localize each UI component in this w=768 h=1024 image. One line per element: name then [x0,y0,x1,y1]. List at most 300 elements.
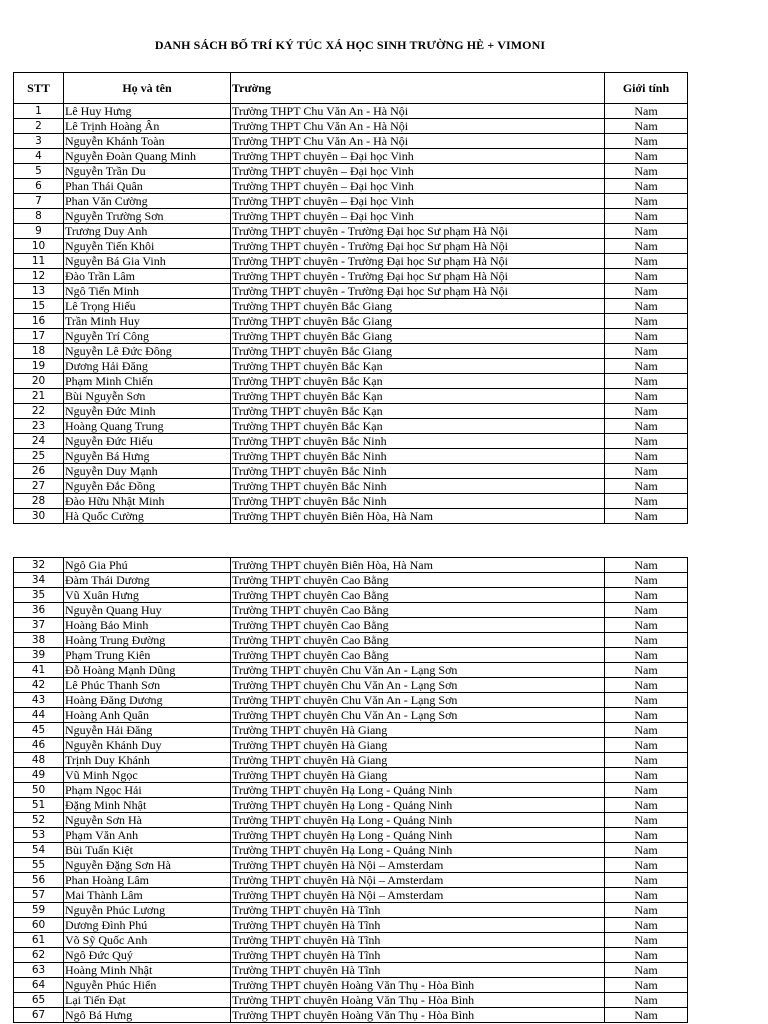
row-gender: Nam [605,858,688,873]
row-name: Mai Thành Lâm [64,888,231,903]
row-stt: 23 [14,419,64,434]
row-stt: 46 [14,738,64,753]
row-stt: 27 [14,479,64,494]
table-row [14,359,688,374]
row-gender: Nam [605,284,688,299]
row-name: Dương Đình Phú [64,918,231,933]
row-name: Lê Huy Hưng [64,104,231,119]
table-row [14,753,688,768]
row-school: Trường THPT chuyên Hà Giang [231,723,605,738]
row-name: Ngô Đức Quý [64,948,231,963]
row-name: Lê Trịnh Hoàng Ân [64,119,231,134]
row-gender: Nam [605,149,688,164]
row-school: Trường THPT chuyên - Trường Đại học Sư phạm Hà Nội [231,284,605,299]
table-row [14,798,688,813]
row-stt: 61 [14,933,64,948]
row-stt: 22 [14,404,64,419]
row-stt: 64 [14,978,64,993]
table-row [14,1008,688,1023]
row-name: Nguyễn Đắc Đồng [64,479,231,494]
table-row [14,119,688,134]
header-stt: STT [14,73,64,104]
row-gender: Nam [605,314,688,329]
row-stt: 26 [14,464,64,479]
row-name: Đào Hữu Nhật Minh [64,494,231,509]
row-name: Lê Trọng Hiếu [64,299,231,314]
row-school: Trường THPT chuyên Hạ Long - Quảng Ninh [231,798,605,813]
row-name: Trương Duy Anh [64,224,231,239]
table-row [14,314,688,329]
table-row [14,783,688,798]
row-gender: Nam [605,179,688,194]
row-stt: 1 [14,104,64,119]
row-stt: 28 [14,494,64,509]
table-row [14,918,688,933]
row-stt: 50 [14,783,64,798]
row-stt: 54 [14,843,64,858]
row-gender: Nam [605,509,688,524]
row-stt: 8 [14,209,64,224]
row-gender: Nam [605,464,688,479]
table-row [14,374,688,389]
row-stt: 44 [14,708,64,723]
student-table-1 [13,72,688,524]
row-gender: Nam [605,738,688,753]
row-stt: 18 [14,344,64,359]
table-header-row [14,73,688,104]
row-gender: Nam [605,843,688,858]
row-stt: 39 [14,648,64,663]
row-stt: 55 [14,858,64,873]
row-name: Nguyễn Sơn Hà [64,813,231,828]
row-school: Trường THPT chuyên Chu Văn An - Lạng Sơn [231,678,605,693]
table-row [14,828,688,843]
row-school: Trường THPT chuyên Cao Bằng [231,588,605,603]
row-stt: 19 [14,359,64,374]
header-gender: Giới tính [605,73,688,104]
row-school: Trường THPT chuyên Biên Hòa, Hà Nam [231,558,605,573]
table-row [14,134,688,149]
row-name: Nguyễn Đặng Sơn Hà [64,858,231,873]
row-stt: 51 [14,798,64,813]
row-school: Trường THPT chuyên – Đại học Vinh [231,194,605,209]
row-stt: 52 [14,813,64,828]
row-stt: 56 [14,873,64,888]
row-school: Trường THPT chuyên Bắc Kạn [231,419,605,434]
row-name: Võ Sỹ Quốc Anh [64,933,231,948]
row-school: Trường THPT chuyên Chu Văn An - Lạng Sơn [231,708,605,723]
row-school: Trường THPT chuyên Hạ Long - Quảng Ninh [231,843,605,858]
table-row [14,239,688,254]
table-row [14,603,688,618]
table-row [14,738,688,753]
row-school: Trường THPT chuyên – Đại học Vinh [231,179,605,194]
row-gender: Nam [605,434,688,449]
row-school: Trường THPT Chu Văn An - Hà Nội [231,119,605,134]
row-school: Trường THPT chuyên Hà Tĩnh [231,948,605,963]
row-gender: Nam [605,678,688,693]
row-stt: 5 [14,164,64,179]
table-row [14,723,688,738]
row-school: Trường THPT chuyên Bắc Kạn [231,359,605,374]
row-name: Vũ Xuân Hưng [64,588,231,603]
row-school: Trường THPT chuyên Hà Giang [231,738,605,753]
table-row [14,179,688,194]
row-name: Trịnh Duy Khánh [64,753,231,768]
row-name: Nguyễn Phúc Lương [64,903,231,918]
row-gender: Nam [605,963,688,978]
row-gender: Nam [605,918,688,933]
table-row [14,558,688,573]
row-gender: Nam [605,573,688,588]
row-stt: 17 [14,329,64,344]
row-name: Nguyễn Khánh Toàn [64,134,231,149]
row-gender: Nam [605,389,688,404]
row-gender: Nam [605,993,688,1008]
table-row [14,993,688,1008]
row-name: Hoàng Đăng Dương [64,693,231,708]
row-school: Trường THPT chuyên Bắc Ninh [231,464,605,479]
row-name: Nguyễn Đức Minh [64,404,231,419]
table-row [14,588,688,603]
row-stt: 67 [14,1008,64,1023]
row-stt: 60 [14,918,64,933]
table-row [14,888,688,903]
row-gender: Nam [605,449,688,464]
row-name: Nguyễn Phúc Hiển [64,978,231,993]
table-row [14,464,688,479]
row-school: Trường THPT chuyên Hà Tĩnh [231,933,605,948]
row-stt: 21 [14,389,64,404]
table-row [14,648,688,663]
row-school: Trường THPT chuyên Hà Nội – Amsterdam [231,888,605,903]
row-gender: Nam [605,164,688,179]
table-row [14,768,688,783]
row-gender: Nam [605,783,688,798]
table-row [14,104,688,119]
table-row [14,449,688,464]
table-row [14,708,688,723]
row-stt: 65 [14,993,64,1008]
row-gender: Nam [605,723,688,738]
row-stt: 37 [14,618,64,633]
row-gender: Nam [605,828,688,843]
row-name: Bùi Tuấn Kiệt [64,843,231,858]
row-school: Trường THPT chuyên Hoàng Văn Thụ - Hòa Bình [231,1008,605,1023]
row-name: Đỗ Hoàng Mạnh Dũng [64,663,231,678]
row-gender: Nam [605,933,688,948]
row-gender: Nam [605,978,688,993]
row-school: Trường THPT chuyên Biên Hòa, Hà Nam [231,509,605,524]
table-row [14,933,688,948]
row-school: Trường THPT chuyên Hà Tĩnh [231,963,605,978]
row-gender: Nam [605,1008,688,1023]
row-name: Trần Minh Huy [64,314,231,329]
row-stt: 42 [14,678,64,693]
row-name: Phan Thái Quân [64,179,231,194]
row-gender: Nam [605,633,688,648]
row-school: Trường THPT chuyên Bắc Ninh [231,494,605,509]
row-name: Lại Tiến Đạt [64,993,231,1008]
table-row [14,209,688,224]
row-name: Nguyễn Tiến Khôi [64,239,231,254]
row-name: Phạm Minh Chiến [64,374,231,389]
row-school: Trường THPT chuyên Cao Bằng [231,648,605,663]
row-stt: 11 [14,254,64,269]
table-row [14,224,688,239]
table-body-1 [14,104,688,524]
row-school: Trường THPT chuyên Hà Tĩnh [231,903,605,918]
row-gender: Nam [605,768,688,783]
row-gender: Nam [605,708,688,723]
row-gender: Nam [605,813,688,828]
row-stt: 43 [14,693,64,708]
table-row [14,269,688,284]
table-row [14,494,688,509]
row-stt: 3 [14,134,64,149]
row-name: Hoàng Bảo Minh [64,618,231,633]
table-row [14,858,688,873]
row-school: Trường THPT chuyên Hạ Long - Quảng Ninh [231,828,605,843]
row-school: Trường THPT chuyên Hà Nội – Amsterdam [231,858,605,873]
row-gender: Nam [605,359,688,374]
row-name: Phạm Văn Anh [64,828,231,843]
row-name: Nguyễn Đức Hiếu [64,434,231,449]
row-name: Lê Phúc Thanh Sơn [64,678,231,693]
row-name: Vũ Minh Ngọc [64,768,231,783]
row-name: Nguyễn Trường Sơn [64,209,231,224]
row-school: Trường THPT chuyên Chu Văn An - Lạng Sơn [231,693,605,708]
row-stt: 10 [14,239,64,254]
table-row [14,194,688,209]
table-row [14,509,688,524]
row-stt: 24 [14,434,64,449]
row-school: Trường THPT Chu Văn An - Hà Nội [231,104,605,119]
row-name: Nguyễn Hải Đăng [64,723,231,738]
row-stt: 45 [14,723,64,738]
row-gender: Nam [605,209,688,224]
row-gender: Nam [605,648,688,663]
row-name: Nguyễn Bá Gia Vinh [64,254,231,269]
row-school: Trường THPT chuyên - Trường Đại học Sư phạm Hà Nội [231,224,605,239]
page-title: DANH SÁCH BỐ TRÍ KÝ TÚC XÁ HỌC SINH TRƯỜNG HÈ + VIMONI [154,38,546,52]
row-name: Nguyễn Quang Huy [64,603,231,618]
row-stt: 63 [14,963,64,978]
row-school: Trường THPT chuyên Hà Nội – Amsterdam [231,873,605,888]
table-row [14,344,688,359]
row-stt: 13 [14,284,64,299]
row-school: Trường THPT chuyên Hoàng Văn Thụ - Hòa Bình [231,978,605,993]
row-stt: 30 [14,509,64,524]
row-name: Phan Văn Cường [64,194,231,209]
row-gender: Nam [605,194,688,209]
row-gender: Nam [605,618,688,633]
table-row [14,404,688,419]
row-gender: Nam [605,798,688,813]
table-row [14,299,688,314]
row-stt: 59 [14,903,64,918]
row-name: Nguyễn Đoàn Quang Minh [64,149,231,164]
table-row [14,873,688,888]
row-stt: 25 [14,449,64,464]
row-name: Nguyễn Khánh Duy [64,738,231,753]
row-stt: 34 [14,573,64,588]
table-row [14,149,688,164]
row-gender: Nam [605,119,688,134]
row-stt: 35 [14,588,64,603]
row-school: Trường THPT chuyên Bắc Ninh [231,434,605,449]
row-name: Nguyễn Duy Mạnh [64,464,231,479]
row-school: Trường THPT chuyên Bắc Kạn [231,404,605,419]
table-row [14,963,688,978]
row-gender: Nam [605,888,688,903]
row-school: Trường THPT chuyên – Đại học Vinh [231,164,605,179]
row-school: Trường THPT chuyên Bắc Ninh [231,479,605,494]
row-name: Nguyễn Trần Du [64,164,231,179]
table-row [14,813,688,828]
row-stt: 36 [14,603,64,618]
table-row [14,164,688,179]
row-stt: 38 [14,633,64,648]
row-gender: Nam [605,404,688,419]
row-stt: 48 [14,753,64,768]
row-school: Trường THPT chuyên Cao Bằng [231,618,605,633]
table-row [14,329,688,344]
table-row [14,663,688,678]
row-gender: Nam [605,329,688,344]
row-school: Trường THPT chuyên – Đại học Vinh [231,149,605,164]
row-school: Trường THPT chuyên Hạ Long - Quảng Ninh [231,783,605,798]
table-row [14,479,688,494]
row-stt: 20 [14,374,64,389]
table-row [14,978,688,993]
row-gender: Nam [605,663,688,678]
row-school: Trường THPT chuyên Bắc Kạn [231,374,605,389]
row-gender: Nam [605,269,688,284]
row-gender: Nam [605,693,688,708]
row-gender: Nam [605,948,688,963]
row-stt: 62 [14,948,64,963]
table-row [14,948,688,963]
student-table-2 [13,557,688,1023]
row-school: Trường THPT chuyên - Trường Đại học Sư phạm Hà Nội [231,239,605,254]
row-school: Trường THPT chuyên Bắc Giang [231,344,605,359]
row-gender: Nam [605,134,688,149]
row-gender: Nam [605,104,688,119]
row-school: Trường THPT chuyên Bắc Ninh [231,449,605,464]
row-name: Phan Hoàng Lâm [64,873,231,888]
row-name: Bùi Nguyễn Sơn [64,389,231,404]
row-school: Trường THPT chuyên Hà Tĩnh [231,918,605,933]
row-stt: 53 [14,828,64,843]
row-school: Trường THPT chuyên Cao Bằng [231,603,605,618]
row-gender: Nam [605,419,688,434]
row-stt: 15 [14,299,64,314]
row-name: Ngô Tiến Minh [64,284,231,299]
row-name: Nguyễn Lê Đức Đông [64,344,231,359]
row-stt: 41 [14,663,64,678]
row-gender: Nam [605,873,688,888]
row-gender: Nam [605,603,688,618]
row-gender: Nam [605,374,688,389]
row-stt: 2 [14,119,64,134]
row-name: Hoàng Trung Đường [64,633,231,648]
row-name: Đào Trần Lâm [64,269,231,284]
table-row [14,618,688,633]
row-stt: 57 [14,888,64,903]
row-name: Dương Hải Đăng [64,359,231,374]
row-school: Trường THPT chuyên Bắc Giang [231,329,605,344]
row-gender: Nam [605,558,688,573]
row-name: Nguyễn Trí Công [64,329,231,344]
row-name: Hà Quốc Cường [64,509,231,524]
row-school: Trường THPT chuyên Bắc Giang [231,314,605,329]
row-gender: Nam [605,494,688,509]
row-stt: 12 [14,269,64,284]
row-stt: 16 [14,314,64,329]
header-school: Trường [231,73,605,104]
table-row [14,434,688,449]
table-row [14,633,688,648]
row-stt: 9 [14,224,64,239]
row-gender: Nam [605,299,688,314]
row-name: Phạm Trung Kiên [64,648,231,663]
row-school: Trường THPT chuyên Hoàng Văn Thụ - Hòa Bình [231,993,605,1008]
table-row [14,678,688,693]
row-school: Trường THPT chuyên – Đại học Vinh [231,209,605,224]
row-school: Trường THPT chuyên Bắc Kạn [231,389,605,404]
row-school: Trường THPT chuyên Cao Bằng [231,633,605,648]
table-row [14,284,688,299]
row-name: Ngô Gia Phú [64,558,231,573]
row-school: Trường THPT chuyên - Trường Đại học Sư phạm Hà Nội [231,269,605,284]
row-name: Hoàng Quang Trung [64,419,231,434]
row-name: Đàm Thái Dương [64,573,231,588]
row-gender: Nam [605,479,688,494]
row-stt: 4 [14,149,64,164]
row-school: Trường THPT Chu Văn An - Hà Nội [231,134,605,149]
table-row [14,389,688,404]
row-school: Trường THPT chuyên Bắc Giang [231,299,605,314]
row-school: Trường THPT chuyên Hà Giang [231,753,605,768]
table-row [14,254,688,269]
row-school: Trường THPT chuyên Hạ Long - Quảng Ninh [231,813,605,828]
header-name: Họ và tên [64,73,231,104]
table-row [14,843,688,858]
row-gender: Nam [605,224,688,239]
row-name: Ngô Bá Hưng [64,1008,231,1023]
row-gender: Nam [605,344,688,359]
row-stt: 6 [14,179,64,194]
row-name: Hoàng Minh Nhật [64,963,231,978]
table-row [14,419,688,434]
row-gender: Nam [605,753,688,768]
row-gender: Nam [605,254,688,269]
table-body-2 [14,558,688,1023]
row-name: Phạm Ngọc Hải [64,783,231,798]
row-stt: 7 [14,194,64,209]
row-name: Đặng Minh Nhật [64,798,231,813]
row-school: Trường THPT chuyên Chu Văn An - Lạng Sơn [231,663,605,678]
table-row [14,573,688,588]
row-gender: Nam [605,903,688,918]
row-gender: Nam [605,239,688,254]
row-name: Hoàng Anh Quân [64,708,231,723]
row-name: Nguyễn Bá Hưng [64,449,231,464]
row-school: Trường THPT chuyên - Trường Đại học Sư phạm Hà Nội [231,254,605,269]
row-school: Trường THPT chuyên Cao Bằng [231,573,605,588]
table-row [14,693,688,708]
